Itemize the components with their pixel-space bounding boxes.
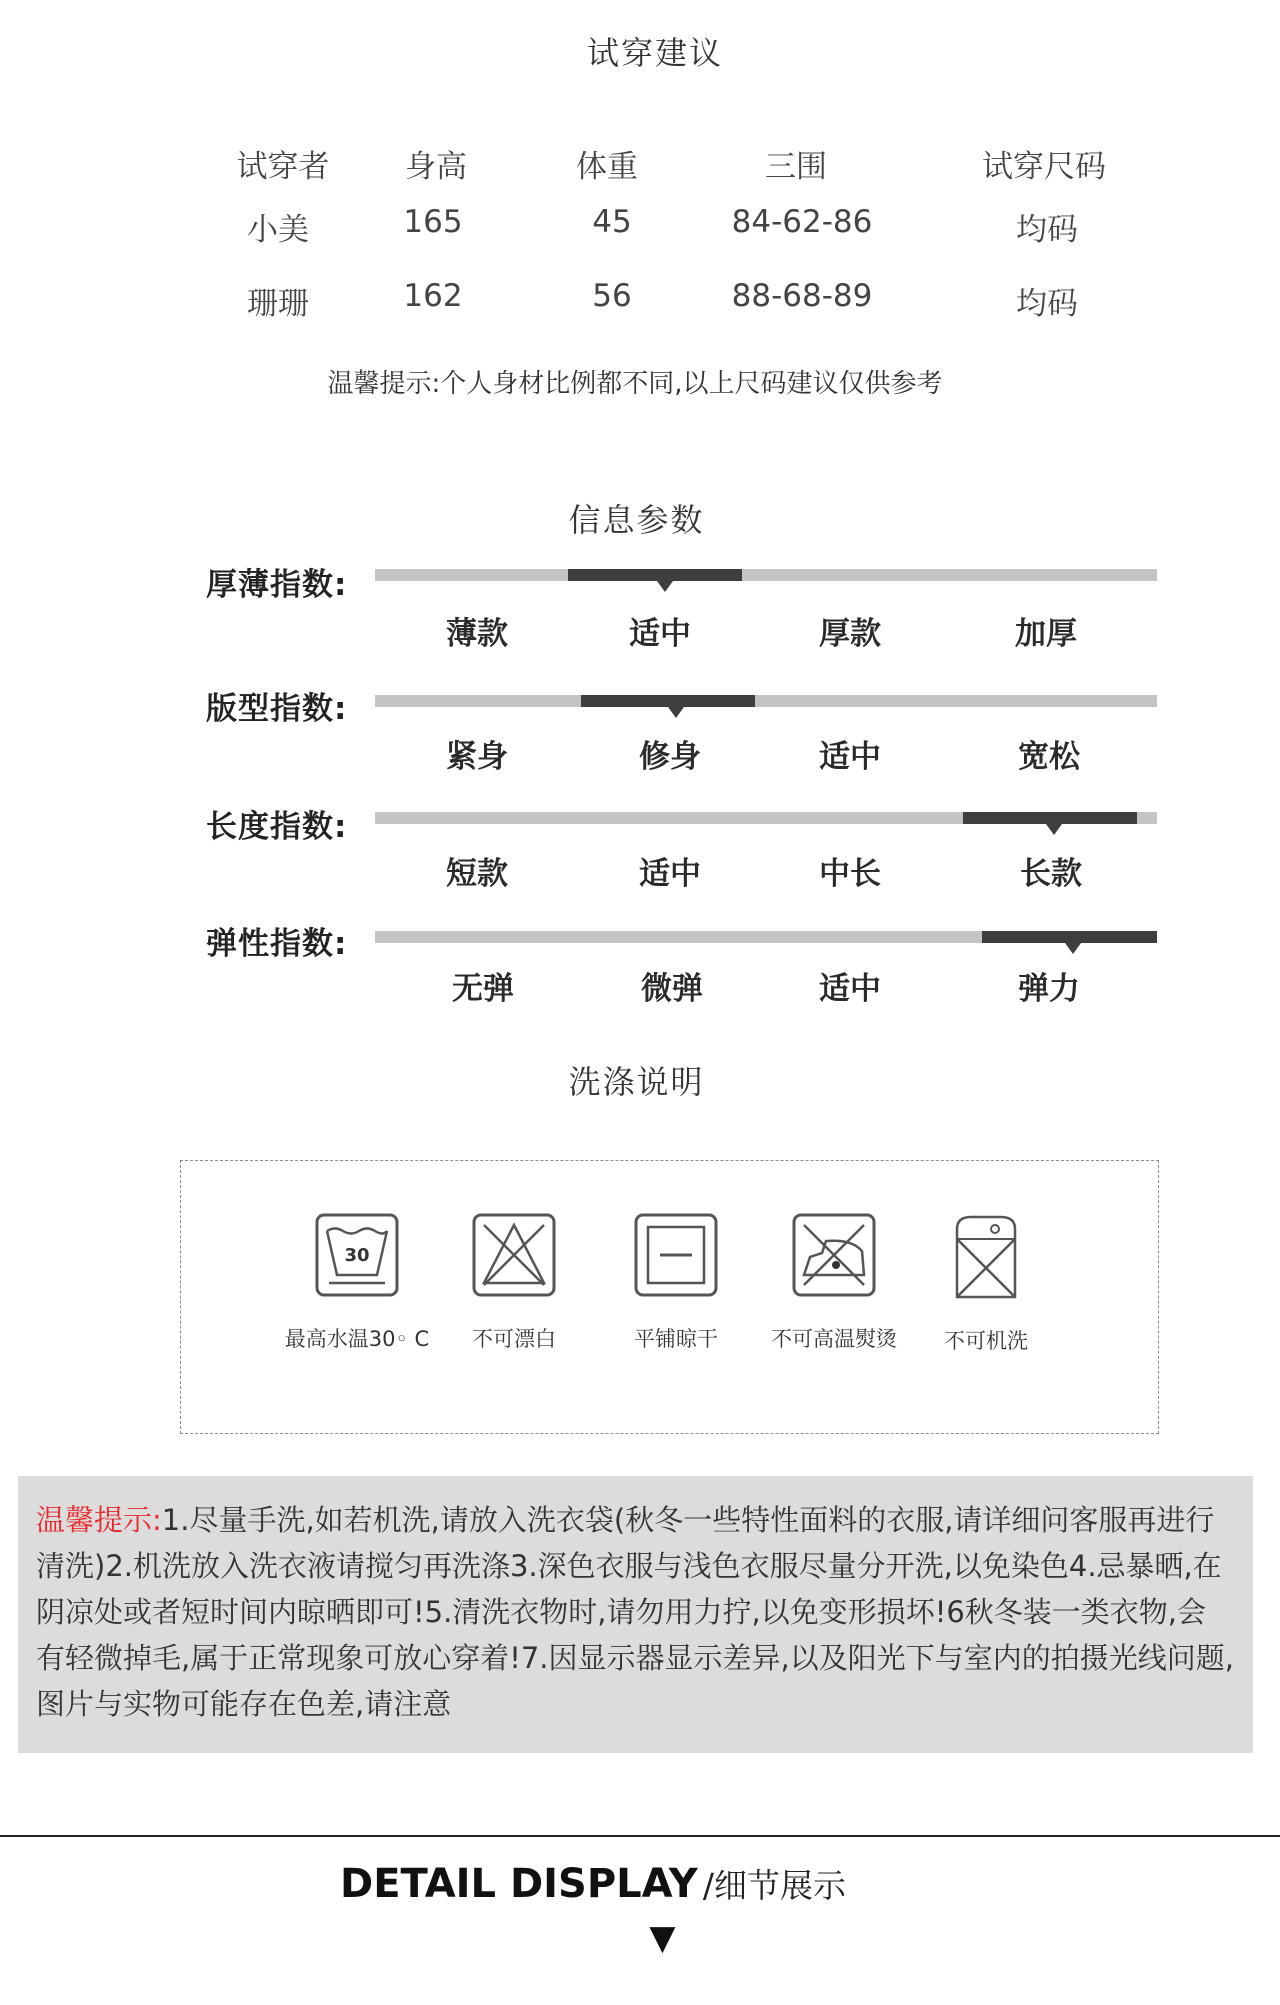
elasticity-bar bbox=[375, 931, 1157, 943]
fit-row1-weight: 45 bbox=[592, 204, 632, 240]
fit-header-size: 试穿尺码 bbox=[982, 149, 1106, 185]
section-divider bbox=[0, 1835, 1280, 1837]
fit-type-option-4: 宽松 bbox=[1018, 739, 1080, 775]
fit-type-option-2: 修身 bbox=[639, 739, 701, 775]
thickness-option-3: 厚款 bbox=[819, 616, 881, 652]
detail-display-en: DETAIL DISPLAY bbox=[340, 1861, 698, 1907]
thickness-pointer-icon bbox=[657, 581, 673, 592]
no-machine-wash-label: 不可机洗 bbox=[944, 1329, 1028, 1353]
elasticity-pointer-icon bbox=[1065, 943, 1081, 954]
fit-row2-height: 162 bbox=[403, 278, 463, 314]
fit-type-label: 版型指数: bbox=[206, 691, 348, 727]
thickness-option-1: 薄款 bbox=[446, 616, 508, 652]
dry-flat-icon bbox=[634, 1213, 718, 1297]
tips-separator: : bbox=[152, 1503, 162, 1537]
elasticity-option-1: 无弹 bbox=[452, 971, 514, 1007]
dry-flat-label: 平铺晾干 bbox=[634, 1327, 718, 1351]
detail-display-zh: /细节展示 bbox=[702, 1866, 846, 1905]
fit-header-measurements: 三围 bbox=[765, 149, 827, 185]
detail-display-heading bbox=[340, 1860, 846, 1907]
wash-item-no-machine bbox=[906, 1213, 1066, 1355]
wash-30-icon bbox=[315, 1213, 399, 1297]
fit-type-option-1: 紧身 bbox=[446, 739, 508, 775]
fit-type-option-3: 适中 bbox=[819, 739, 881, 775]
down-arrow-icon: ▼ bbox=[649, 1918, 676, 1958]
fit-row1-tester: 小美 bbox=[247, 212, 309, 248]
no-iron-label: 不可高温熨烫 bbox=[771, 1327, 897, 1351]
fit-header-tester: 试穿者 bbox=[236, 149, 330, 185]
fit-type-bar bbox=[375, 695, 1157, 707]
svg-text:30: 30 bbox=[344, 1245, 370, 1266]
thickness-option-2: 适中 bbox=[629, 616, 691, 652]
length-pointer-icon bbox=[1046, 824, 1062, 835]
no-iron-icon bbox=[792, 1213, 876, 1297]
elasticity-bar-active bbox=[982, 931, 1157, 943]
fit-row2-measurements: 88-68-89 bbox=[731, 278, 873, 314]
length-bar bbox=[375, 812, 1157, 824]
wash-item-no-iron bbox=[754, 1213, 914, 1353]
fit-note: 温馨提示:个人身材比例都不同,以上尺码建议仅供参考 bbox=[327, 369, 943, 399]
tips-text: 1.尽量手洗,如若机洗,请放入洗衣袋(秋冬一些特性面料的衣服,请详细问客服再进行清洗)2.机洗放入洗衣液请搅匀再洗涤3.深色衣服与浅色衣服尽量分开洗,以免染色4.忌暴晒,在阴凉处或者短时间内晾晒即可!5.清洗衣物时,请勿用力拧,以免变形损坏!6秋冬装一类衣物,会有轻微掉毛,属于正常现象可放心穿着!7.因显示器显示差异,以及阳光下与室内的拍摄光线问题,图片与实物可能存在色差,请注意 bbox=[36, 1503, 1234, 1721]
wash-instructions-box bbox=[180, 1160, 1159, 1434]
care-tips-panel bbox=[18, 1476, 1253, 1753]
elasticity-option-4: 弹力 bbox=[1018, 971, 1080, 1007]
wash-item-no-bleach bbox=[434, 1213, 594, 1353]
info-section-title: 信息参数 bbox=[568, 501, 705, 539]
fit-type-bar-active bbox=[581, 695, 755, 707]
thickness-bar-active bbox=[568, 569, 742, 581]
no-machine-wash-icon bbox=[951, 1213, 1021, 1299]
length-option-1: 短款 bbox=[446, 856, 508, 892]
wash-30-label: 最高水温30◦ C bbox=[284, 1327, 430, 1351]
fit-row2-size: 均码 bbox=[1016, 286, 1078, 322]
wash-section-title: 洗涤说明 bbox=[568, 1063, 705, 1101]
elasticity-option-2: 微弹 bbox=[641, 971, 703, 1007]
no-bleach-icon bbox=[472, 1213, 556, 1297]
elasticity-option-3: 适中 bbox=[819, 971, 881, 1007]
length-option-4: 长款 bbox=[1020, 856, 1082, 892]
length-option-2: 适中 bbox=[639, 856, 701, 892]
fit-row1-size: 均码 bbox=[1016, 212, 1078, 248]
thickness-bar bbox=[375, 569, 1157, 581]
thickness-option-4: 加厚 bbox=[1015, 616, 1077, 652]
fit-header-height: 身高 bbox=[405, 149, 467, 185]
wash-item-30 bbox=[277, 1213, 437, 1353]
fit-row1-height: 165 bbox=[403, 204, 463, 240]
no-bleach-label: 不可漂白 bbox=[472, 1327, 556, 1351]
fit-row1-measurements: 84-62-86 bbox=[731, 204, 873, 240]
fit-section-title: 试穿建议 bbox=[586, 34, 723, 72]
wash-item-dry-flat bbox=[596, 1213, 756, 1353]
fit-row2-weight: 56 bbox=[592, 278, 632, 314]
fit-type-pointer-icon bbox=[668, 707, 684, 718]
fit-row2-tester: 珊珊 bbox=[247, 286, 309, 322]
length-bar-active bbox=[963, 812, 1137, 824]
tips-heading: 温馨提示 bbox=[36, 1503, 153, 1537]
length-label: 长度指数: bbox=[206, 809, 348, 845]
thickness-label: 厚薄指数: bbox=[206, 567, 348, 603]
elasticity-label: 弹性指数: bbox=[206, 926, 348, 962]
length-option-3: 中长 bbox=[819, 856, 881, 892]
fit-header-weight: 体重 bbox=[576, 149, 638, 185]
